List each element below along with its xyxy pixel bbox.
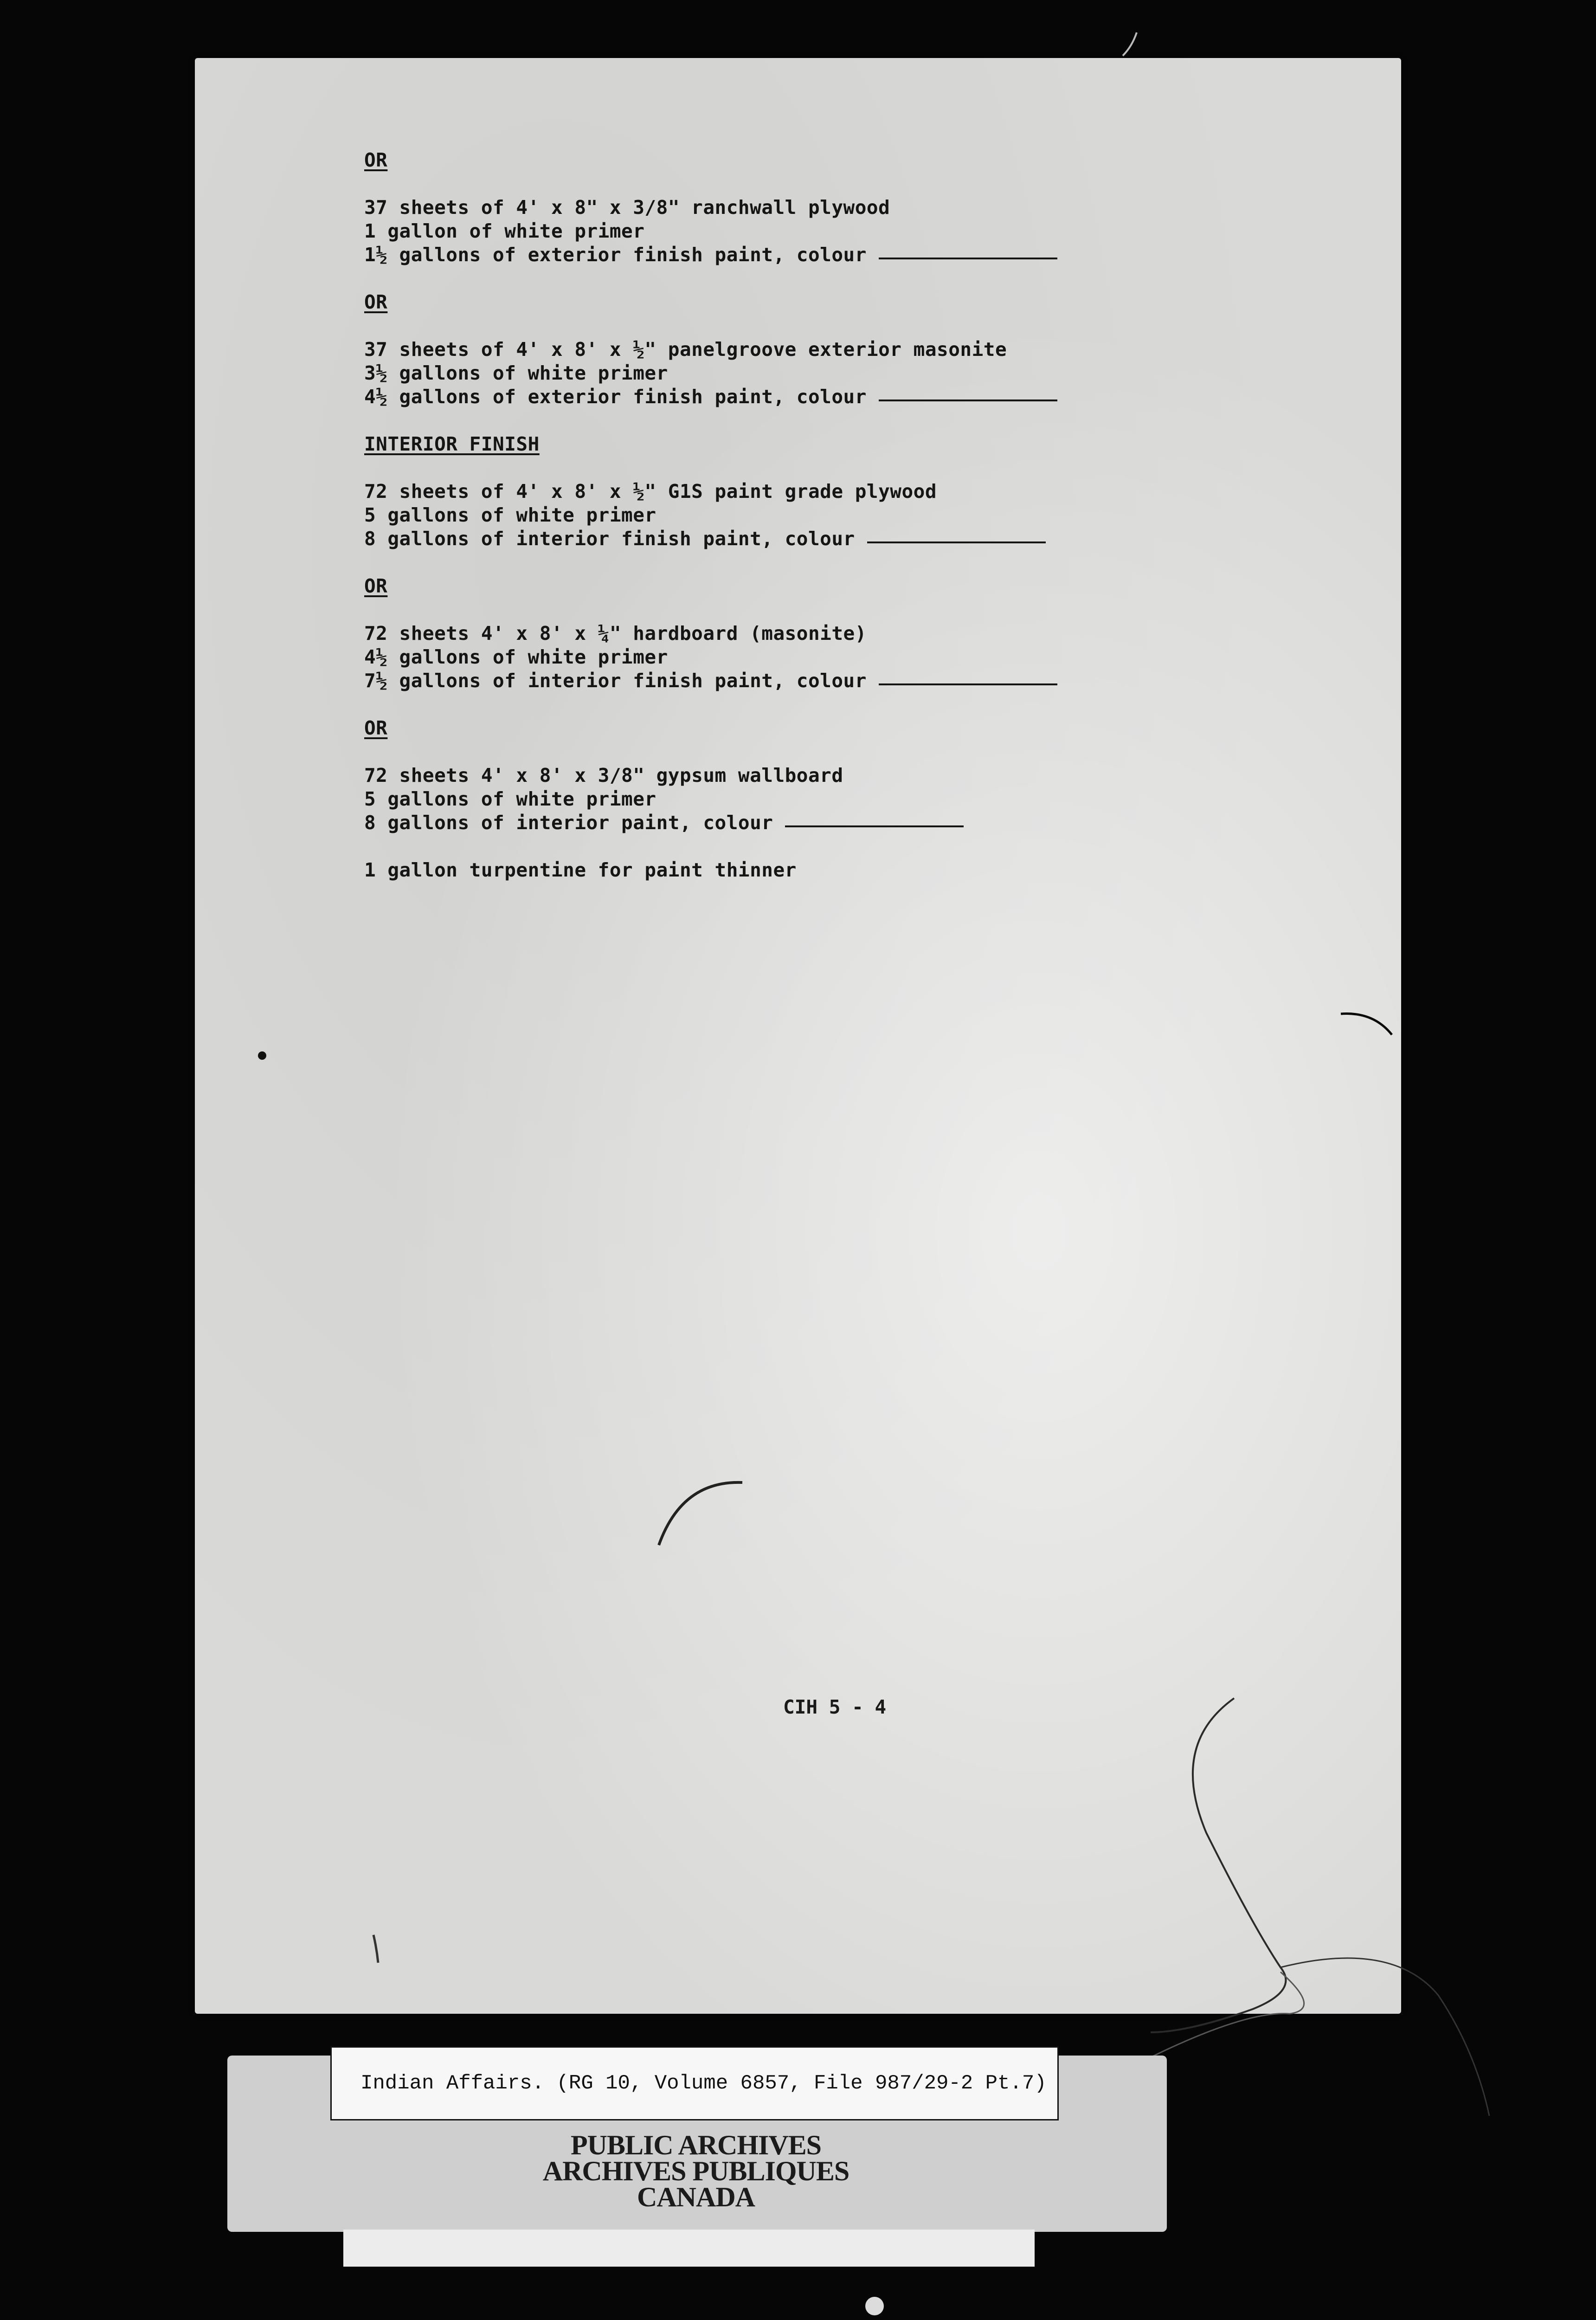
material-line-text: 8 gallons of interior paint, colour	[364, 812, 773, 834]
material-line	[364, 385, 1246, 409]
material-line	[364, 811, 1246, 835]
material-line	[364, 503, 1246, 527]
material-line	[364, 219, 1246, 243]
document-body	[364, 148, 1246, 906]
material-line	[364, 787, 1246, 811]
material-line-text: 72 sheets 4' x 8' x 3/8" gypsum wallboard	[364, 764, 843, 786]
material-line-text: 1 gallon turpentine for paint thinner	[364, 859, 797, 881]
reference-code: CIH 5 - 4	[783, 1696, 887, 1718]
or-heading: OR	[364, 291, 388, 313]
material-line	[364, 196, 1246, 219]
material-line-text: 4½ gallons of exterior finish paint, colour	[364, 386, 867, 408]
material-line	[364, 361, 1246, 385]
document-block	[364, 338, 1246, 432]
material-line-text: 7½ gallons of interior finish paint, colour	[364, 670, 867, 692]
archive-label-strip	[343, 2230, 1035, 2267]
block-spacer	[364, 693, 1246, 716]
colour-fill-in-blank	[785, 825, 964, 827]
or-heading: OR	[364, 575, 388, 597]
or-heading: OR	[364, 149, 388, 171]
document-block	[364, 290, 1246, 338]
stamp-line: PUBLIC ARCHIVES	[570, 2130, 822, 2160]
block-spacer	[364, 835, 1246, 858]
or-heading: OR	[364, 717, 388, 739]
material-line	[364, 669, 1246, 693]
material-line-text: 37 sheets of 4' x 8' x ½" panelgroove exterior masonite	[364, 338, 1007, 361]
archive-citation	[330, 2046, 1059, 2120]
material-line-text: 5 gallons of white primer	[364, 788, 656, 810]
block-spacer	[364, 882, 1246, 906]
material-line	[364, 764, 1246, 787]
archive-citation-text: Indian Affairs. (RG 10, Volume 6857, File 987/29-2 Pt.7)	[360, 2072, 1047, 2095]
material-line-text: 37 sheets of 4' x 8" x 3/8" ranchwall plywood	[364, 196, 890, 219]
material-line-text: 1½ gallons of exterior finish paint, colour	[364, 244, 867, 266]
material-line	[364, 243, 1246, 267]
colour-fill-in-blank	[879, 258, 1057, 259]
document-block	[364, 196, 1246, 290]
block-spacer	[364, 267, 1246, 290]
material-line-text: 5 gallons of white primer	[364, 504, 656, 526]
material-line-text: 8 gallons of interior finish paint, colour	[364, 528, 855, 550]
document-block	[364, 622, 1246, 716]
material-line-text: 4½ gallons of white primer	[364, 646, 668, 668]
block-spacer	[364, 551, 1246, 574]
material-line	[364, 527, 1246, 551]
colour-fill-in-blank	[879, 683, 1057, 685]
section-heading: INTERIOR FINISH	[364, 433, 540, 455]
document-block	[364, 858, 1246, 906]
colour-fill-in-blank	[867, 541, 1046, 543]
material-line	[364, 480, 1246, 503]
block-spacer	[364, 409, 1246, 432]
material-line-text: 3½ gallons of white primer	[364, 362, 668, 384]
material-line	[364, 338, 1246, 361]
archives-stamp	[478, 2132, 914, 2210]
document-block	[364, 574, 1246, 622]
material-line	[364, 622, 1246, 645]
material-line-text: 1 gallon of white primer	[364, 220, 645, 242]
document-block	[364, 432, 1246, 480]
material-line	[364, 645, 1246, 669]
document-block	[364, 764, 1246, 858]
material-line	[364, 858, 1246, 882]
material-line-text: 72 sheets 4' x 8' x ¼" hardboard (masonite)	[364, 622, 867, 644]
document-block	[364, 480, 1246, 574]
stamp-line: CANADA	[637, 2182, 755, 2212]
stamp-line: ARCHIVES PUBLIQUES	[542, 2156, 849, 2186]
document-block	[364, 148, 1246, 196]
document-block	[364, 716, 1246, 764]
material-line-text: 72 sheets of 4' x 8' x ½" G1S paint grade plywood	[364, 480, 937, 503]
colour-fill-in-blank	[879, 400, 1057, 401]
